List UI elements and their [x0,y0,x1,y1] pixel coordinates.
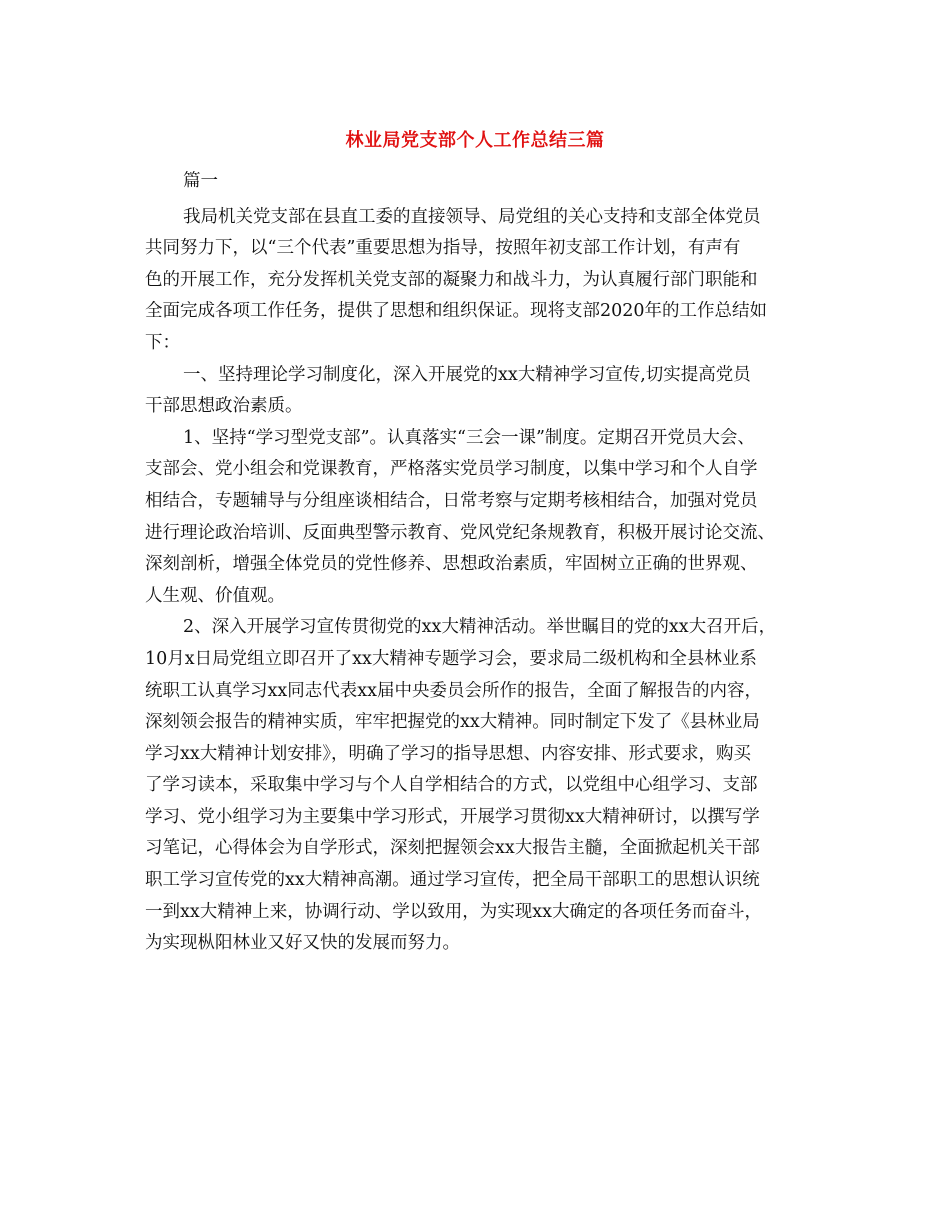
paragraph-line: 2、深入开展学习宣传贯彻党的xx大精神活动。举世瞩目的党的xx大召开后， [183,617,777,638]
document-body [145,166,810,960]
section-heading-part-one: 篇一 [183,171,218,191]
paragraph-line: 色的开展工作，充分发挥机关党支部的凝聚力和战斗力，为认真履行部门职能和 [145,269,758,290]
document-title: 林业局党支部个人工作总结三篇 [345,130,605,151]
paragraph-line: 下： [145,332,180,353]
paragraph-line: 学习xx大精神计划安排》，明确了学习的指导思想、内容安排、形式要求，购买 [145,743,751,764]
paragraph-line: 进行理论政治培训、反面典型警示教育、党风党纪条规教育，积极开展讨论交流、 [145,522,775,543]
paragraph-line: 深刻领会报告的精神实质，牢牢把握党的xx大精神。同时制定下发了《县林业局 [145,712,760,733]
paragraph-line: 一到xx大精神上来，协调行动、学以致用，为实现xx大确定的各项任务而奋斗， [145,901,762,922]
paragraph-line: 相结合，专题辅导与分组座谈相结合，日常考察与定期考核相结合，加强对党员 [145,490,758,511]
paragraph-line: 全面完成各项工作任务，提供了思想和组织保证。现将支部2020年的工作总结如 [145,301,768,322]
paragraph-line: 10月x日局党组立即召开了xx大精神专题学习会，要求局二级机构和全县林业系 [145,648,757,669]
paragraph-line: 为实现枞阳林业又好又快的发展而努力。 [145,933,460,954]
paragraph-line: 了学习读本，采取集中学习与个人自学相结合的方式，以党组中心组学习、支部 [145,775,758,796]
paragraph-line: 干部思想政治素质。 [145,396,303,417]
paragraph-line: 一、坚持理论学习制度化，深入开展党的xx大精神学习宣传,切实提高党员 [183,364,751,385]
paragraph-line: 职工学习宣传党的xx大精神高潮。通过学习宣传，把全局干部职工的思想认识统 [145,870,760,891]
paragraph-line: 人生观、价值观。 [145,585,285,606]
paragraph-line: 学习、党小组学习为主要集中学习形式，开展学习贯彻xx大精神研讨，以撰写学 [145,806,760,827]
paragraph-line: 我局机关党支部在县直工委的直接领导、局党组的关心支持和支部全体党员 [183,206,761,227]
paragraph-line: 习笔记，心得体会为自学形式，深刻把握领会xx大报告主髓，全面掀起机关干部 [145,838,760,859]
paragraph-line: 深刻剖析，增强全体党员的党性修养、思想政治素质，牢固树立正确的世界观、 [145,554,758,575]
paragraph-line: 支部会、党小组会和党课教育，严格落实党员学习制度，以集中学习和个人自学 [145,459,758,480]
paragraph-line: 共同努力下，以“三个代表”重要思想为指导，按照年初支部工作计划，有声有 [145,238,741,259]
paragraph-line: 1、坚持“学习型党支部”。认真落实“三会一课”制度。定期召开党员大会、 [183,427,755,448]
paragraph-line: 统职工认真学习xx同志代表xx届中央委员会所作的报告，全面了解报告的内容， [145,680,762,701]
